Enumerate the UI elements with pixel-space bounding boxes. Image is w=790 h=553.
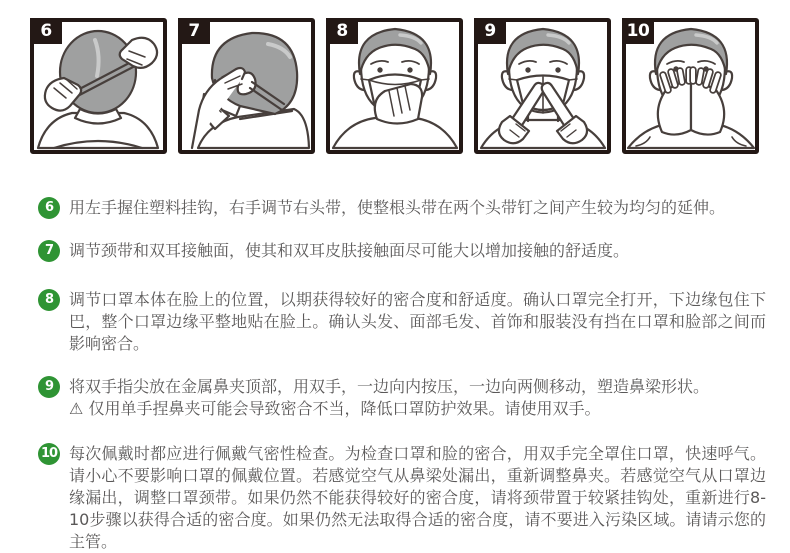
step-9-warning-text: 仅用单手捏鼻夹可能会导致密合不当，降低口罩防护效果。请使用双手。 (88, 399, 601, 418)
instruction-steps (38, 197, 768, 553)
panel-number-8: 8 (326, 18, 358, 44)
step-item-7 (38, 240, 768, 262)
step-9-badge: 9 (38, 376, 60, 398)
step-item-6 (38, 197, 768, 219)
panel-number-6: 6 (30, 18, 62, 44)
panel-step-6 (30, 18, 167, 154)
step-item-8 (38, 289, 768, 355)
step-9-text (69, 376, 766, 420)
panel-step-9 (474, 18, 611, 154)
panel-step-10 (622, 18, 759, 154)
step-item-9 (38, 376, 768, 420)
warning-icon: ⚠ (69, 399, 84, 418)
step-7-text: 调节颈带和双耳接触面，使其和双耳皮肤接触面尽可能大以增加接触的舒适度。 (69, 241, 630, 260)
panel-number-10: 10 (622, 18, 654, 44)
panel-step-7 (178, 18, 315, 154)
step-10-text: 每次佩戴时都应进行佩戴气密性检查。为检查口罩和脸的密合，用双手完全罩住口罩，快速呼气。请小心不要影响口罩的佩戴位置。若感觉空气从鼻梁处漏出，重新调整鼻夹。若感觉空气从口罩边缘漏出，调整口罩颈带。如果仍然不能获得较好的密合度，请将颈带置于较紧挂钩处，重新进行8-10步骤以获得合适的密合度。如果仍然无法取得合适的密合度，请不要进入污染区域。请请示您的主管。 (69, 444, 766, 551)
step-item-10 (38, 443, 768, 553)
panel-number-9: 9 (474, 18, 506, 44)
step-10-badge: 10 (38, 443, 60, 465)
step-8-text: 调节口罩本体在脸上的位置，以期获得较好的密合度和舒适度。确认口罩完全打开，下边缘包住下巴，整个口罩边缘平整地贴在脸上。确认头发、面部毛发、首饰和服装没有挡在口罩和脸部之间而影响密合。 (69, 290, 766, 353)
illustration-strip (30, 18, 759, 154)
panel-number-7: 7 (178, 18, 210, 44)
step-7-badge: 7 (38, 240, 60, 262)
step-6-badge: 6 (38, 197, 60, 219)
step-9-main-text: 将双手指尖放在金属鼻夹顶部，用双手，一边向内按压，一边向两侧移动，塑造鼻梁形状。 (69, 377, 710, 396)
step-6-text: 用左手握住塑料挂钩，右手调节右头带，使整根头带在两个头带钉之间产生较为均匀的延伸。 (69, 198, 726, 217)
step-9-warning-line (69, 398, 766, 420)
step-8-badge: 8 (38, 289, 60, 311)
panel-step-8 (326, 18, 463, 154)
